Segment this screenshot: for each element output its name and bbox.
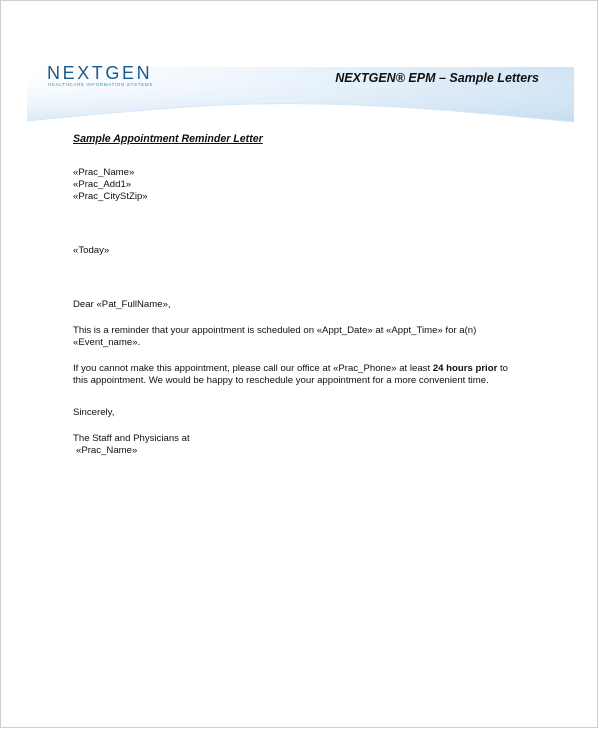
header-title: NEXTGEN® EPM – Sample Letters — [335, 71, 539, 85]
letter-date: «Today» — [73, 245, 110, 256]
paragraph-line: this appointment. We would be happy to reschedule your appointment for a more convenient time. — [73, 375, 489, 386]
recipient-address — [73, 167, 543, 203]
emphasis-text: 24 hours prior — [432, 363, 498, 374]
paragraph-line — [73, 363, 543, 375]
nextgen-logo — [47, 63, 177, 93]
logo-wordmark: NEXTGEN — [47, 63, 153, 83]
paragraph-1 — [73, 325, 543, 349]
address-line: «Prac_CityStZip» — [73, 191, 148, 202]
signature-line: «Prac_Name» — [76, 445, 138, 456]
salutation: Dear «Pat_FullName», — [73, 299, 171, 310]
paragraph-text: If you cannot make this appointment, please call our office at «Prac_Phone» at least — [73, 363, 433, 374]
logo-tagline: HEALTHCARE INFORMATION SYSTEMS — [48, 82, 153, 87]
letter-body — [73, 133, 543, 457]
address-line: «Prac_Add1» — [73, 179, 132, 190]
paragraph-2 — [73, 363, 543, 387]
paragraph-line: «Event_name». — [73, 337, 141, 348]
paragraph-text: to — [497, 363, 508, 374]
signature-block — [73, 433, 543, 457]
address-line: «Prac_Name» — [73, 167, 135, 178]
signature-line: The Staff and Physicians at — [73, 433, 190, 444]
paragraph-line: This is a reminder that your appointment is scheduled on «Appt_Date» at «Appt_Time» for a(n) — [73, 325, 477, 336]
letter-subject: Sample Appointment Reminder Letter — [73, 133, 263, 145]
closing: Sincerely, — [73, 407, 115, 418]
